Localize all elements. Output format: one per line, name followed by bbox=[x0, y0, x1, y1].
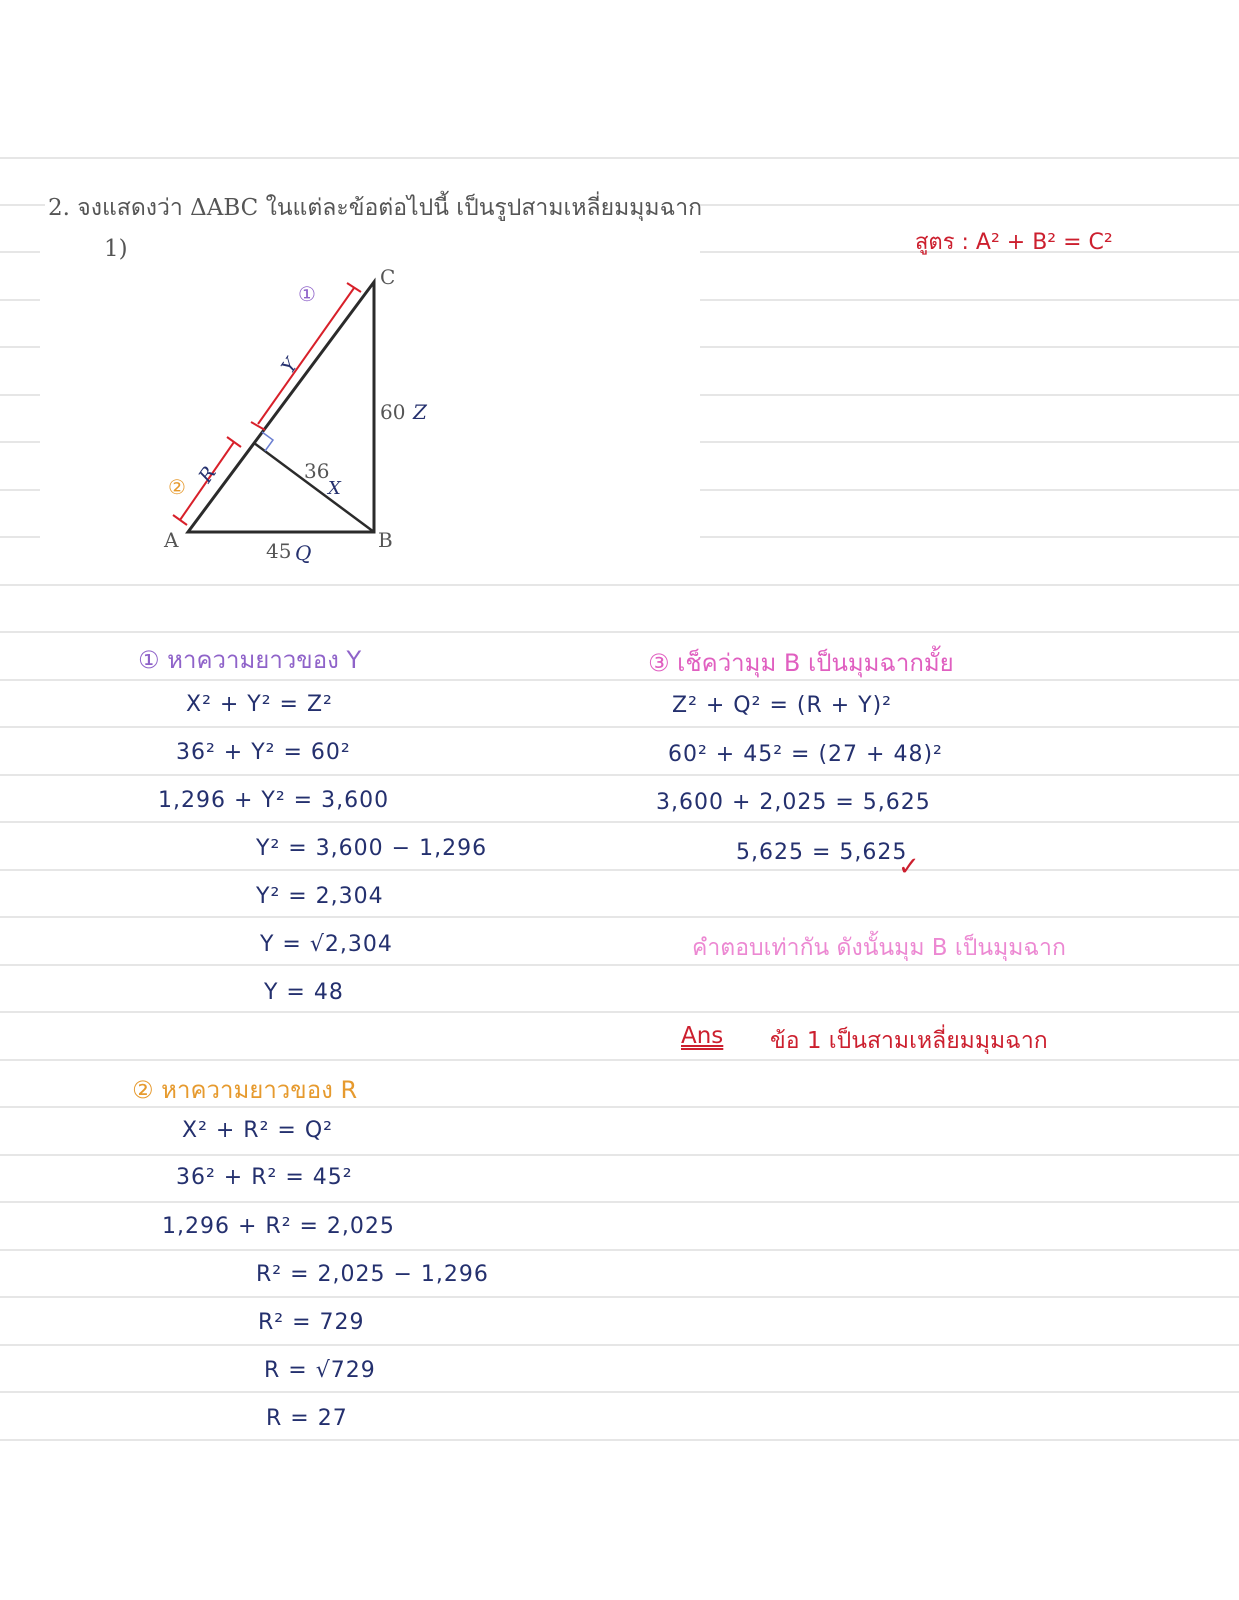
part1-line-3: 1,296 + Y² = 3,600 bbox=[158, 788, 390, 813]
question-title: 2. จงแสดงว่า ΔABC ในแต่ละข้อต่อไปนี้ เป็นรูปสามเหลี่ยมมุมฉาก bbox=[48, 195, 703, 221]
answer-text: ข้อ 1 เป็นสามเหลี่ยมมุมฉาก bbox=[770, 1028, 1048, 1054]
part3-header: ③ เช็คว่ามุม B เป็นมุมฉากมั้ย bbox=[648, 649, 954, 677]
part3-line-1: Z² + Q² = (R + Y)² bbox=[672, 693, 892, 718]
vertex-b: B bbox=[378, 528, 393, 552]
mark-2: ② bbox=[168, 475, 186, 499]
part2-line-4: R² = 2,025 − 1,296 bbox=[256, 1262, 489, 1287]
part3-line-3: 3,600 + 2,025 = 5,625 bbox=[656, 790, 931, 815]
vertex-a: A bbox=[164, 528, 179, 552]
answer-label: Ans bbox=[681, 1023, 724, 1049]
part3-conclusion: คำตอบเท่ากัน ดังนั้นมุม B เป็นมุมฉาก bbox=[692, 935, 1066, 961]
part3-line-2: 60² + 45² = (27 + 48)² bbox=[668, 742, 943, 767]
side-ab-var: Q bbox=[295, 541, 312, 565]
right-angle-mark bbox=[262, 432, 273, 451]
side-ab-value: 45 bbox=[266, 539, 292, 563]
part2-line-6: R = √729 bbox=[264, 1358, 376, 1383]
measure-y bbox=[258, 288, 354, 424]
part2-header: ② หาความยาวของ R bbox=[132, 1076, 358, 1104]
mark-1: ① bbox=[298, 282, 316, 306]
part1-line-6: Y = √2,304 bbox=[260, 932, 393, 957]
part1-line-5: Y² = 2,304 bbox=[256, 884, 384, 909]
altitude-var: X bbox=[328, 478, 341, 499]
altitude-line bbox=[254, 443, 374, 532]
part1-line-4: Y² = 3,600 − 1,296 bbox=[256, 836, 488, 861]
part2-line-3: 1,296 + R² = 2,025 bbox=[162, 1214, 395, 1239]
part1-line-1: X² + Y² = Z² bbox=[186, 692, 333, 717]
side-bc-var: Z bbox=[413, 400, 427, 424]
triangle-abc bbox=[188, 282, 374, 532]
part2-line-5: R² = 729 bbox=[258, 1310, 365, 1335]
formula: สูตร : A² + B² = C² bbox=[915, 230, 1113, 255]
part1-header: ① หาความยาวของ Y bbox=[138, 646, 362, 674]
part1-line-2: 36² + Y² = 60² bbox=[176, 740, 351, 765]
part2-line-2: 36² + R² = 45² bbox=[176, 1165, 353, 1190]
check-mark: ✓ bbox=[898, 852, 920, 882]
part2-line-1: X² + R² = Q² bbox=[182, 1118, 333, 1143]
side-bc-value: 60 bbox=[380, 400, 406, 424]
altitude-value: 36 bbox=[304, 459, 330, 483]
segment-r-label: R bbox=[194, 462, 221, 487]
vertex-c: C bbox=[380, 265, 396, 289]
question-subnumber: 1) bbox=[104, 236, 128, 262]
segment-y-label: Y bbox=[277, 354, 303, 378]
part3-line-4: 5,625 = 5,625 bbox=[736, 840, 908, 865]
part2-line-7: R = 27 bbox=[266, 1406, 348, 1431]
part1-line-7: Y = 48 bbox=[264, 980, 344, 1005]
triangle-diagram bbox=[150, 262, 470, 572]
